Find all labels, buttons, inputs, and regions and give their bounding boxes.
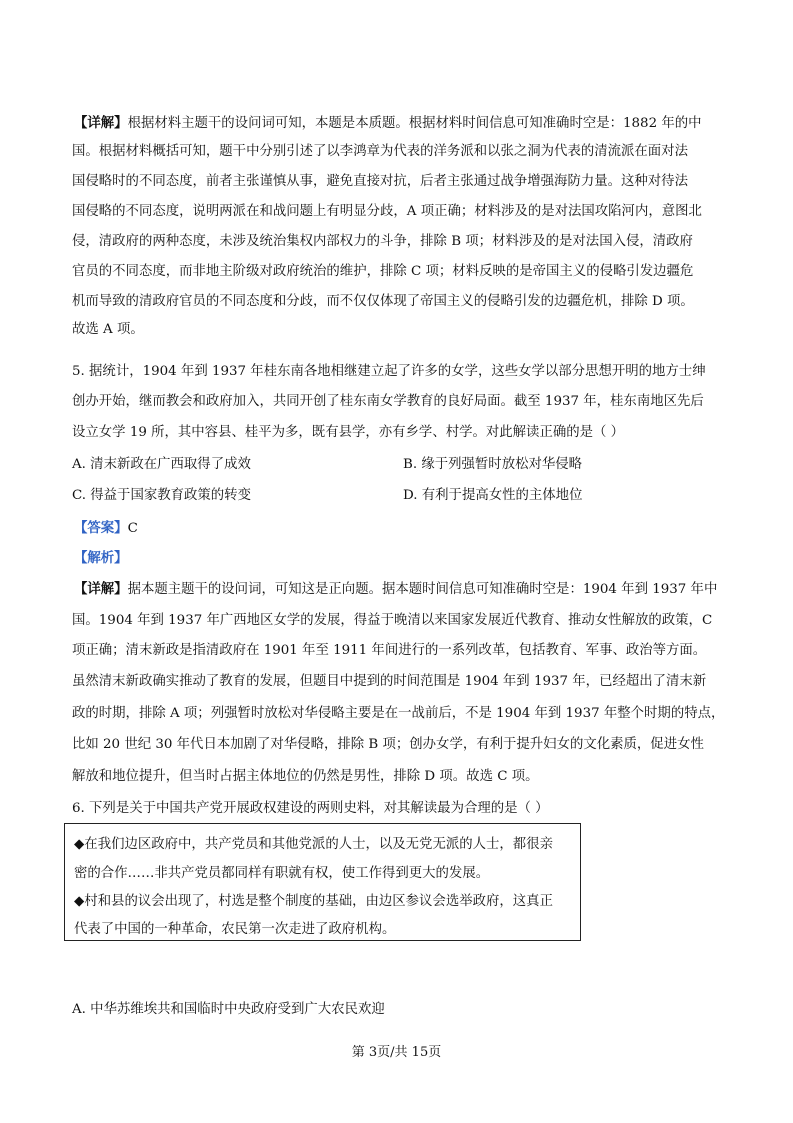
q5-detail-line-5: 比如 20 世纪 30 年代日本加剧了对华侵略，排除 B 项；创办女学，有利于提升妇女的文化素质，促进女性 xyxy=(72,737,704,752)
q5-option-c: C. 得益于国家教育政策的转变 xyxy=(72,488,251,503)
q5-detail-line-2: 项正确；清末新政是指清政府在 1901 年至 1911 年间进行的一系列改革，包括教育、军事、政治等方面。 xyxy=(72,643,707,658)
q5-stem-line-2: 设立女学 19 所，其中容县、桂平为多，既有县学，亦有乡学、村学。对此解读正确的是（ ） xyxy=(72,425,625,440)
q5-detail-text: 据本题主题干的设问词，可知这是正向题。据本题时间信息可知准确时空是：1904 年到 1937 年中 xyxy=(127,582,718,597)
q6-box-line-2: ◆村和县的议会出现了，村选是整个制度的基础，由边区参议会选举政府，这真正 xyxy=(74,894,553,909)
q4-detail-line-5: 官员的不同态度，而非地主阶级对政府统治的维护，排除 C 项；材料反映的是帝国主义的侵略引发边疆危 xyxy=(72,264,694,279)
q5-detail-line-3: 虽然清末新政确实推动了教育的发展，但题目中提到的时间范围是 1904 年到 1937 年，已经超出了清末新 xyxy=(72,674,707,689)
q4-detail-line-1: 国。根据材料概括可知，题干中分别引述了以李鸿章为代表的洋务派和以张之洞为代表的清流派在面对法 xyxy=(72,144,688,159)
page-number: 第 3页/共 15页 xyxy=(351,1045,442,1060)
q5-detail-line-4: 政的时期，排除 A 项；列强暂时放松对华侵略主要是在一战前后，不是 1904 年到 1937 年整个时期的特点， xyxy=(72,706,725,721)
q4-detail-line-6: 机而导致的清政府官员的不同态度和分歧，而不仅仅体现了帝国主义的侵略引发的边疆危机，排除 D 项。 xyxy=(72,294,694,309)
q5-stem-line-0: 5. 据统计，1904 年到 1937 年桂东南各地相继建立起了许多的女学，这些女学以部分思想开明的地方士绅 xyxy=(72,364,706,379)
q5-detail-line-1: 国。1904 年到 1937 年广西地区女学的发展，得益于晚清以来国家发展近代教育、推动女性解放的政策，C xyxy=(72,613,713,628)
q5-answer-line xyxy=(74,518,138,539)
q5-answer-value: C xyxy=(127,521,138,536)
q4-detail-line-0 xyxy=(74,113,702,134)
q5-answer-tag: 【答案】 xyxy=(74,520,128,536)
q5-analysis-tag: 【解析】 xyxy=(74,550,128,566)
q6-option-a: A. 中华苏维埃共和国临时中央政府受到广大农民欢迎 xyxy=(72,1002,385,1017)
q4-detail-line-3: 国侵略的不同态度，说明两派在和战问题上有明显分歧，A 项正确；材料涉及的是对法国攻陷河内，意图北 xyxy=(72,204,702,219)
q5-detail-line-0 xyxy=(74,579,717,600)
q5-detail-line-6: 解放和地位提升，但当时占据主体地位的仍然是男性，排除 D 项。故选 C 项。 xyxy=(72,769,539,784)
q4-detail-line-4: 侵，清政府的两种态度，未涉及统治集权内部权力的斗争，排除 B 项；材料涉及的是对法国入侵，清政府 xyxy=(72,234,693,249)
q5-detail-tag: 【详解】 xyxy=(74,581,128,597)
q5-option-b: B. 缘于列强暂时放松对华侵略 xyxy=(403,457,583,472)
q4-detail-line-2: 国侵略时的不同态度，前者主张谨慎从事，避免直接对抗，后者主张通过战争增强海防力量。这种对待法 xyxy=(72,174,688,189)
q5-option-a: A. 清末新政在广西取得了成效 xyxy=(72,457,251,472)
q6-box-line-3: 代表了中国的一种革命，农民第一次走进了政府机构。 xyxy=(74,922,396,937)
q5-option-d: D. 有利于提高女性的主体地位 xyxy=(403,488,583,503)
q4-detail-text: 根据材料主题干的设问词可知，本题是本质题。根据材料时间信息可知准确时空是：1882 年的中 xyxy=(127,116,702,131)
q5-stem-line-1: 创办开始，继而教会和政府加入，共同开创了桂东南女学教育的良好局面。截至 1937 年，桂东南地区先后 xyxy=(72,394,704,409)
q6-box-line-1: 密的合作……非共产党员都同样有职就有权，使工作得到更大的发展。 xyxy=(74,866,490,881)
q6-source-box xyxy=(64,823,581,941)
q6-box-line-0: ◆在我们边区政府中，共产党员和其他党派的人士，以及无党无派的人士，都很亲 xyxy=(74,837,553,852)
q4-detail-line-7: 故选 A 项。 xyxy=(72,322,144,337)
q5-analysis-line xyxy=(74,548,128,569)
q4-detail-tag: 【详解】 xyxy=(74,115,128,131)
q6-stem: 6. 下列是关于中国共产党开展政权建设的两则史料，对其解读最为合理的是（ ） xyxy=(72,801,549,816)
